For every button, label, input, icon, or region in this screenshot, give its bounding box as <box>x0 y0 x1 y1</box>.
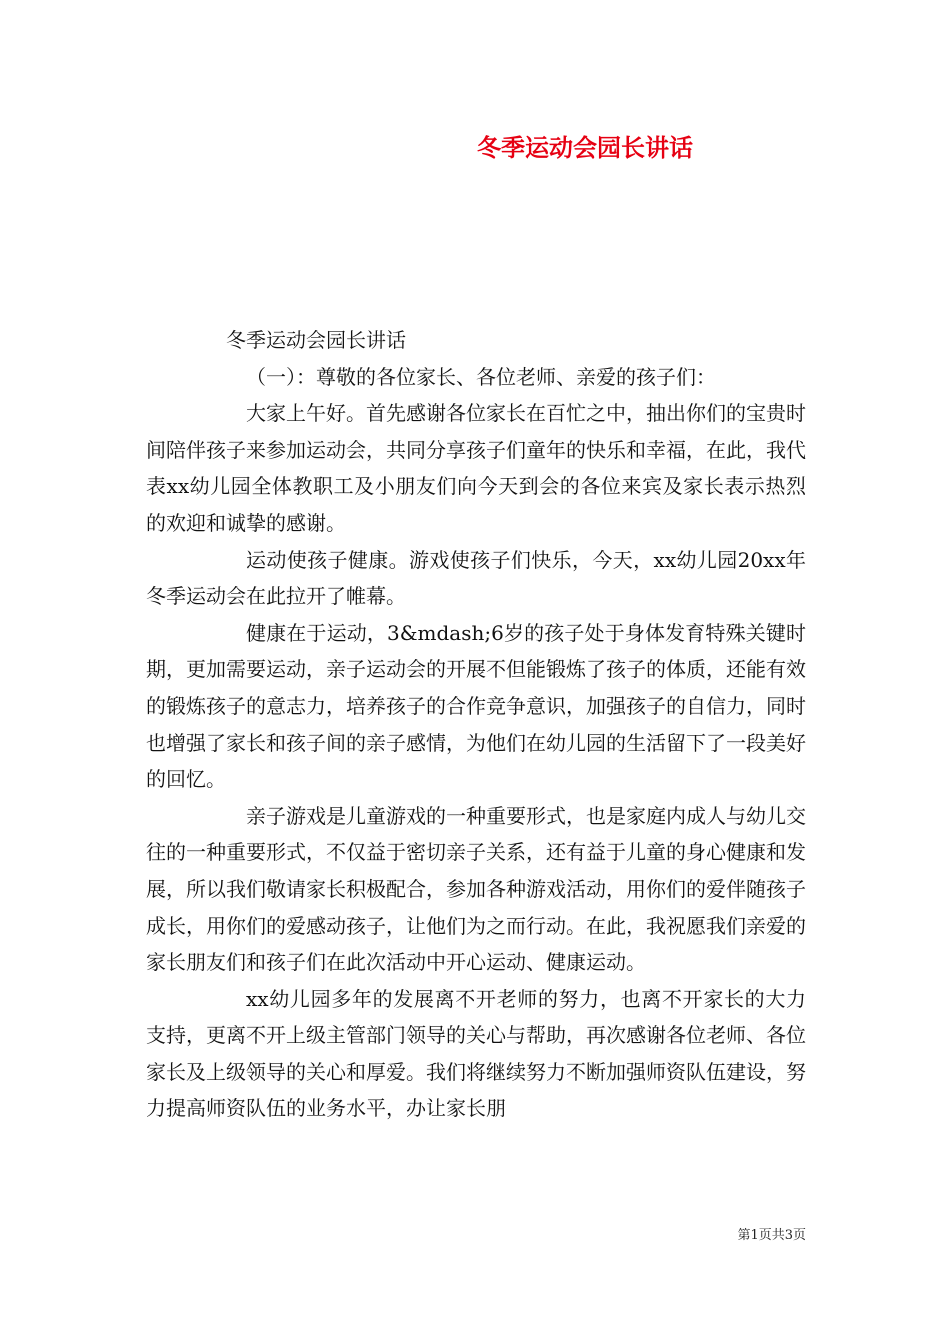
body-title: 冬季运动会园长讲话 <box>226 328 406 352</box>
paragraph-3: 健康在于运动，3&mdash;6岁的孩子处于身体发育特殊关键时期，更加需要运动，亲子运动会的开展不但能锻炼了孩子的体质，还能有效的锻炼孩子的意志力，培养孩子的合作竞争意识，加强孩子的自信力，同时也增强了家长和孩子间的亲子感情，为他们在幼儿园的生活留下了一段美好的回忆。 <box>146 620 806 792</box>
header-title <box>0 128 950 168</box>
page-footer: 第1页共3页 <box>737 1228 806 1243</box>
paragraph-2: 运动使孩子健康。游戏使孩子们快乐，今天，xx幼儿园20xx年冬季运动会在此拉开了帷幕。 <box>146 547 806 609</box>
header-title-text: 冬季运动会园长讲话 <box>477 133 693 162</box>
paragraph-4: 亲子游戏是儿童游戏的一种重要形式，也是家庭内成人与幼儿交往的一种重要形式，不仅益于密切亲子关系，还有益于儿童的身心健康和发展，所以我们敬请家长积极配合，参加各种游戏活动，用你们的爱伴随孩子成长，用你们的爱感动孩子，让他们为之而行动。在此，我祝愿我们亲爱的家长朋友们和孩子们在此次活动中开心运动、健康运动。 <box>146 803 806 975</box>
paragraph-5: xx幼儿园多年的发展离不开老师的努力，也离不开家长的大力支持，更离不开上级主管部门领导的关心与帮助，再次感谢各位老师、各位家长及上级领导的关心和厚爱。我们将继续努力不断加强师资队伍建设，努力提高师资队伍的业务水平，办让家长朋 <box>146 986 806 1121</box>
salutation: （一）：尊敬的各位家长、各位老师、亲爱的孩子们： <box>246 364 716 389</box>
paragraph-1: 大家上午好。首先感谢各位家长在百忙之中，抽出你们的宝贵时间陪伴孩子来参加运动会，共同分享孩子们童年的快乐和幸福，在此，我代表xx幼儿园全体教职工及小朋友们向今天到会的各位来宾及家长表示热烈的欢迎和诚挚的感谢。 <box>146 401 806 535</box>
document-body <box>146 322 806 1127</box>
